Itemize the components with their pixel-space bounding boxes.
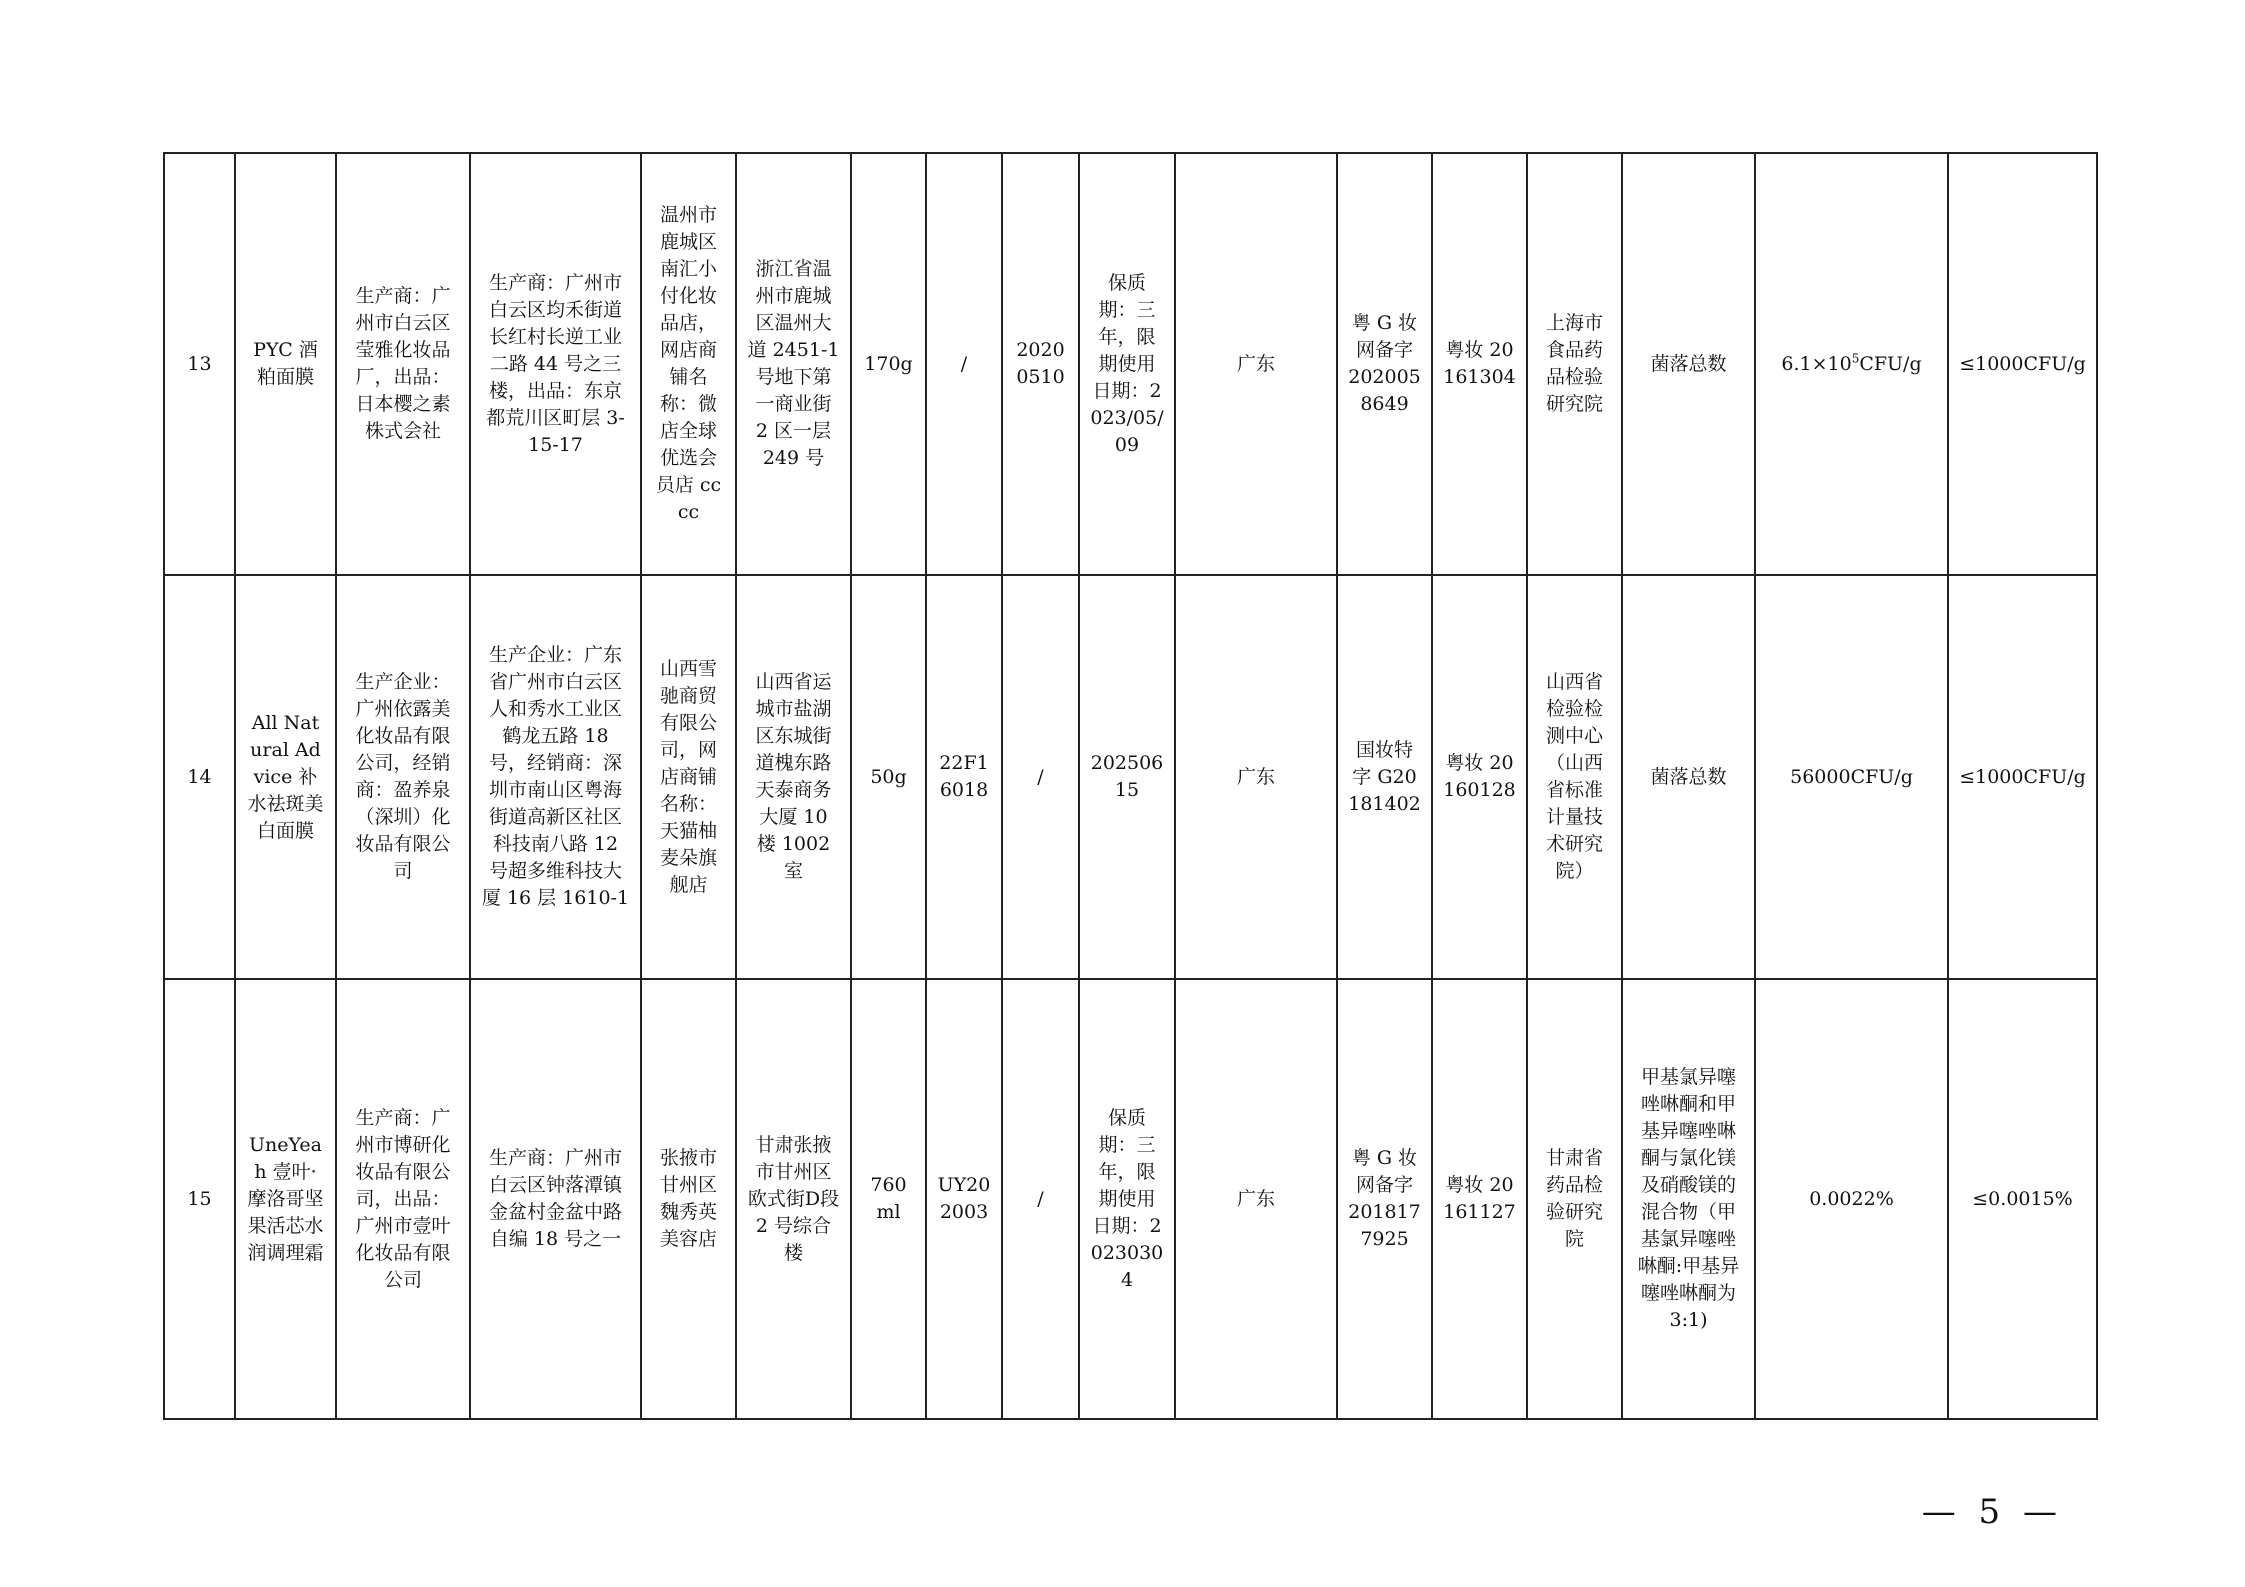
batch-number: UY202003 bbox=[926, 979, 1002, 1419]
product-name: All Natural Advice 补水祛斑美白面膜 bbox=[235, 575, 336, 979]
row-number: 13 bbox=[164, 153, 235, 575]
nominal-manufacturer: 生产商：广州市白云区莹雅化妆品厂，出品：日本樱之素株式会社 bbox=[336, 153, 470, 575]
failed-item: 菌落总数 bbox=[1622, 575, 1755, 979]
table-row bbox=[164, 979, 2097, 1419]
test-result: 0.0022% bbox=[1755, 979, 1948, 1419]
manufacturer-address: 生产企业：广东省广州市白云区人和秀水工业区鹤龙五路 18 号，经销商：深圳市南山区粤海街道高新区社区科技南八路 12 号超多维科技大厦 16 层 1610-1 bbox=[470, 575, 641, 979]
failed-item: 菌落总数 bbox=[1622, 153, 1755, 575]
testing-lab: 山西省检验检测中心（山西省标准计量技术研究院） bbox=[1527, 575, 1622, 979]
standard-limit: ≤1000CFU/g bbox=[1948, 153, 2097, 575]
testing-lab: 上海市食品药品检验研究院 bbox=[1527, 153, 1622, 575]
seller-name: 张掖市甘州区魏秀英美容店 bbox=[641, 979, 736, 1419]
row-number: 15 bbox=[164, 979, 235, 1419]
seller-address: 浙江省温州市鹿城区温州大道 2451-1 号地下第一商业街 2 区一层 249 号 bbox=[736, 153, 851, 575]
standard-limit: ≤1000CFU/g bbox=[1948, 575, 2097, 979]
nominal-manufacturer: 生产商：广州市博研化妆品有限公司，出品：广州市壹叶化妆品有限公司 bbox=[336, 979, 470, 1419]
record-number: 国妆特字 G20181402 bbox=[1337, 575, 1432, 979]
shelf-life: 保质期：三年，限期使用日期：2023/05/09 bbox=[1079, 153, 1175, 575]
test-result bbox=[1755, 153, 1948, 575]
page-number: — 5 — bbox=[1921, 1492, 2063, 1532]
shelf-life: 20250615 bbox=[1079, 575, 1175, 979]
specification: 50g bbox=[851, 575, 926, 979]
result-unit: CFU/g bbox=[1859, 352, 1922, 375]
license-number: 粤妆 20160128 bbox=[1432, 575, 1527, 979]
test-result: 56000CFU/g bbox=[1755, 575, 1948, 979]
province: 广东 bbox=[1175, 575, 1337, 979]
production-date: / bbox=[1002, 979, 1079, 1419]
shelf-life: 保质期：三年，限期使用日期：20230304 bbox=[1079, 979, 1175, 1419]
result-exponent: 5 bbox=[1851, 351, 1860, 366]
production-date: / bbox=[1002, 575, 1079, 979]
specification: 760 ml bbox=[851, 979, 926, 1419]
standard-limit: ≤0.0015% bbox=[1948, 979, 2097, 1419]
batch-number: / bbox=[926, 153, 1002, 575]
result-base: 6.1×10 bbox=[1781, 352, 1852, 375]
license-number: 粤妆 20161304 bbox=[1432, 153, 1527, 575]
manufacturer-address: 生产商：广州市白云区钟落潭镇金盆村金盆中路自编 18 号之一 bbox=[470, 979, 641, 1419]
sampling-results-table bbox=[163, 152, 2098, 1420]
seller-address: 山西省运城市盐湖区东城街道槐东路天泰商务大厦 10 楼 1002 室 bbox=[736, 575, 851, 979]
specification: 170g bbox=[851, 153, 926, 575]
nominal-manufacturer: 生产企业：广州依露美化妆品有限公司，经销商：盈养泉（深圳）化妆品有限公司 bbox=[336, 575, 470, 979]
table-row bbox=[164, 575, 2097, 979]
row-number: 14 bbox=[164, 575, 235, 979]
seller-name: 温州市鹿城区南汇小付化妆品店，网店商铺名称：微店全球优选会员店 cccc bbox=[641, 153, 736, 575]
failed-item: 甲基氯异噻唑啉酮和甲基异噻唑啉酮与氯化镁及硝酸镁的混合物（甲基氯异噻唑啉酮:甲基异噻唑啉酮为 3:1) bbox=[1622, 979, 1755, 1419]
province: 广东 bbox=[1175, 979, 1337, 1419]
testing-lab: 甘肃省药品检验研究院 bbox=[1527, 979, 1622, 1419]
license-number: 粤妆 20161127 bbox=[1432, 979, 1527, 1419]
batch-number: 22F16018 bbox=[926, 575, 1002, 979]
table-row bbox=[164, 153, 2097, 575]
province: 广东 bbox=[1175, 153, 1337, 575]
manufacturer-address: 生产商：广州市白云区均禾街道长红村长逆工业二路 44 号之三楼，出品：东京都荒川区町层 3-15-17 bbox=[470, 153, 641, 575]
record-number: 粤 G 妆网备字 2018177925 bbox=[1337, 979, 1432, 1419]
seller-address: 甘肃张掖市甘州区欧式街D段 2 号综合楼 bbox=[736, 979, 851, 1419]
product-name: PYC 酒粕面膜 bbox=[235, 153, 336, 575]
production-date: 20200510 bbox=[1002, 153, 1079, 575]
seller-name: 山西雪驰商贸有限公司，网店商铺名称：天猫柚麦朵旗舰店 bbox=[641, 575, 736, 979]
product-name: UneYeah 壹叶·摩洛哥坚果活芯水润调理霜 bbox=[235, 979, 336, 1419]
record-number: 粤 G 妆网备字 2020058649 bbox=[1337, 153, 1432, 575]
